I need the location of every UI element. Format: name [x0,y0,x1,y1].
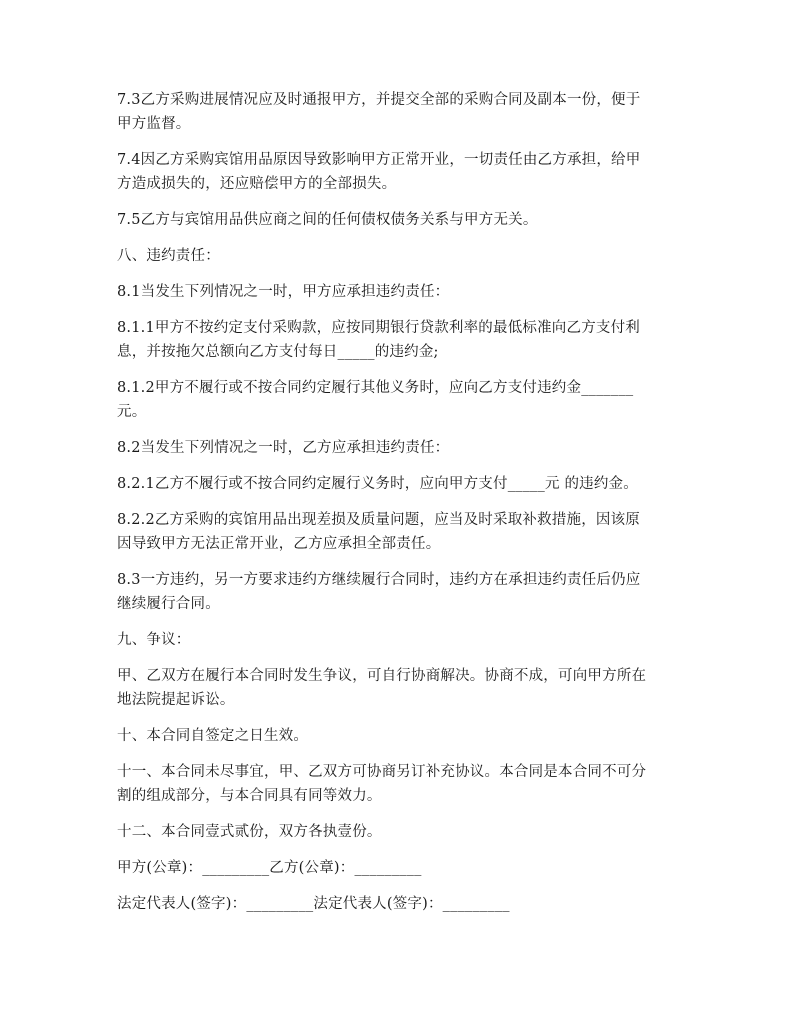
contract-body [117,88,796,916]
paragraph-line: 法定代表人(签字)：_________法定代表人(签字)：_________ [117,896,510,912]
paragraph-line: 八、违约责任： [117,248,220,264]
paragraph-p8-1-2 [117,376,679,424]
paragraph-line: 8.1.1甲方不按约定支付采购款，应按同期银行贷款利率的最低标准向乙方支付利 [117,320,640,336]
paragraph-line: 8.1当发生下列情况之一时，甲方应承担违约责任： [117,284,450,300]
paragraph-p9-body [117,664,679,712]
paragraph-line: 十、本合同自签定之日生效。 [117,728,309,744]
paragraph-line: 九、争议： [117,632,191,648]
paragraph-sign-seal [117,856,679,880]
paragraph-p8-1 [117,280,679,304]
paragraph-p7-5 [117,208,679,232]
paragraph-line: 因导致甲方无法正常开业，乙方应承担全部责任。 [117,536,441,552]
paragraph-line: 8.2.2乙方采购的宾馆用品出现差损及质量问题，应当及时采取补救措施，因该原 [117,512,640,528]
paragraph-p7-4 [117,148,679,196]
paragraph-sign-rep [117,892,679,916]
paragraph-line: 8.1.2甲方不履行或不按合同约定履行其他义务时，应向乙方支付违约金_______ [117,380,634,396]
paragraph-p8 [117,244,679,268]
paragraph-p7-3 [117,88,679,136]
paragraph-line: 甲方(公章)：_________乙方(公章)：_________ [117,860,422,876]
paragraph-line: 7.3乙方采购进展情况应及时通报甲方，并提交全部的采购合同及副本一份，便于 [117,92,641,108]
paragraph-line: 8.2当发生下列情况之一时，乙方应承担违约责任： [117,440,450,456]
paragraph-line: 7.4因乙方采购宾馆用品原因导致影响甲方正常开业，一切责任由乙方承担，给甲 [117,152,641,168]
paragraph-line: 8.2.1乙方不履行或不按合同约定履行义务时，应向甲方支付_____元 的违约金。 [117,476,638,492]
paragraph-p8-3 [117,568,679,616]
paragraph-line: 8.3一方违约，另一方要求违约方继续履行合同时，违约方在承担违约责任后仍应 [117,572,641,588]
paragraph-p8-1-1 [117,316,679,364]
paragraph-line: 甲、乙双方在履行本合同时发生争议，可自行协商解决。协商不成，可向甲方所在 [117,668,647,684]
paragraph-p8-2-1 [117,472,679,496]
paragraph-line: 十一、本合同未尽事宜，甲、乙双方可协商另订补充协议。本合同是本合同不可分 [117,764,647,780]
paragraph-p9 [117,628,679,652]
paragraph-line: 7.5乙方与宾馆用品供应商之间的任何债权债务关系与甲方无关。 [117,212,538,228]
paragraph-p12 [117,820,679,844]
paragraph-p11 [117,760,679,808]
paragraph-line: 甲方监督。 [117,116,191,132]
paragraph-line: 元。 [117,404,147,420]
paragraph-p8-2 [117,436,679,460]
paragraph-line: 割的组成部分，与本合同具有同等效力。 [117,788,382,804]
paragraph-line: 方造成损失的，还应赔偿甲方的全部损失。 [117,176,397,192]
paragraph-p10 [117,724,679,748]
paragraph-line: 十二、本合同壹式贰份，双方各执壹份。 [117,824,382,840]
paragraph-line: 继续履行合同。 [117,596,220,612]
paragraph-line: 地法院提起诉讼。 [117,692,235,708]
paragraph-p8-2-2 [117,508,679,556]
paragraph-line: 息，并按拖欠总额向乙方支付每日_____的违约金; [117,344,439,360]
